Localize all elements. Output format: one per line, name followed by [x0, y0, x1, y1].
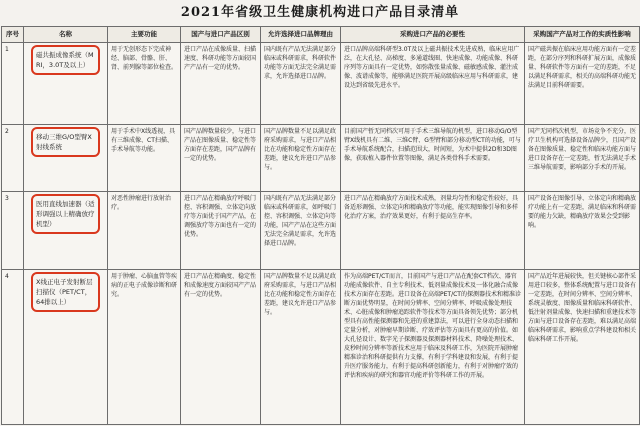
row-function: 用于手术中X线透视，具有三维成像、CT扫描、手术导航等功能。: [108, 125, 181, 192]
table-row: [2, 43, 640, 125]
table-row: [2, 270, 640, 425]
row-impact: 国产无同档次机型，市场竞争不充分，医疗卫生机构可选择设备品牌少，且国产设备在图像质量、稳定性和临床功能方面与进口设备存在一定差距，暂无法满足手术三维导航需要，影响部分手术的开展。: [525, 125, 640, 192]
row-reason: 国内既有产品无法满足部分临床或科研需求，如呼吸门控、容积调强、立体定向等功能，国产产品在这些方面无法完全满足需求，允许选择进口品牌。: [261, 192, 341, 270]
row-function: 用于肿瘤、心脑血管等疾病的正电子成像诊断和研究。: [108, 270, 181, 425]
highlighted-product-name: X线正电子发射断层扫描仪（PET/CT，64排以上）: [31, 272, 100, 312]
row-reason: 国产品牌数量不足以满足政府采购需求，与进口产品相比在功能和稳定性方面存在差距，建议允许进口产品参与。: [261, 270, 341, 425]
table-row: [2, 125, 640, 192]
row-name-cell: [24, 125, 108, 192]
document-title: 2021年省级卫生健康机构进口产品目录清单: [180, 5, 460, 20]
row-name-cell: [24, 43, 108, 125]
highlighted-product-name: 磁共振成像系统（MRI，3.0T及以上）: [31, 45, 100, 75]
table-row: [2, 192, 640, 270]
row-necessity: 作为高端PET/CT而言，目前国产与进口产品在配套CT档次、器官功能成像软件、自主专利技术、低剂量成像技术及一体化融合成像技术方面存在差距。进口设备在高端PET/CT的探测器技术和精准诊断方面优势明显，在时间分辨率、空间分辨率、呼吸成像处理技术、心脏成像和肿瘤追踪软件等技术等方面具备领先优势；部分机型具有高性能探测器和先进的重建算法，可以进行全身动态扫描和定量分析，对肿瘤早期诊断、疗效评估等方面具有更高的价值。如大孔径设计、数字光子探测器及探测器材料技术、降噪处理技术、皮秒时间分辨率等新技术应用于临床及科研工作，为医院开展肿瘤精准诊治和科研提供有力支撑，有利于学科建设和发展，有利于提升医疗服务能力，有利于提高科研创新能力，有利于对肿瘤疗效的评估和疾病的研究和器官功能评价等科研工作的开展。: [341, 270, 525, 425]
row-impact: 国产设备在图像引导、立体定向和精确放疗功能上有一定差距，满足临床和科研需要的能力欠缺，精确放疗效果会受到影响。: [525, 192, 640, 270]
row-gap: 国产品牌数量较少，与进口产品在图像质量、稳定性等方面存在差距，国产品牌有一定的优势。: [181, 125, 261, 192]
header-seq: 序号: [2, 27, 24, 43]
row-seq: 2: [2, 125, 24, 192]
header-name: 名称: [24, 27, 108, 43]
header-impact: 采购国产产品对工作的实质性影响: [525, 27, 640, 43]
row-seq: 4: [2, 270, 24, 425]
table-header-row: [2, 27, 640, 43]
header-function: 主要功能: [108, 27, 181, 43]
row-seq: 3: [2, 192, 24, 270]
row-impact: 国产磁共振在临床应用功能方面有一定差距，在部分序列和科研扩展方面，成像质量、科研软件等方面有一定的差距，不足以满足科研需求，相关的高端科研功能无法满足目前科研需要。: [525, 43, 640, 125]
row-necessity: 进口产品在精确放疗方面技术成熟，剂量均匀性和稳定性较好，具备适形调强、立体定向和精确放疗等功能，能实现图像引导和多样化治疗方案，治疗效果更好，有利于提高生存率。: [341, 192, 525, 270]
row-necessity: 进口品牌高端科研型3.0T及以上磁共振技术先进成熟，临床应用广泛，在大孔径、高梯度、多通道线圈、快速成像、功能成像、科研序列等方面具有一定优势，如弥散张量成像、磁敏感成像、灌注成像、波谱成像等，能够满足医院开展高级临床应用与科研需求，建设达到省级先进水平。: [341, 43, 525, 125]
header-necessity: 采购进口产品的必要性: [341, 27, 525, 43]
header-gap: 国产与进口产品区别: [181, 27, 261, 43]
row-function: 用于无创形态下完成神经、脑部、骨骼、肝、肾、前列腺等部位检查。: [108, 43, 181, 125]
row-reason: 国内既有产品无法满足部分临床或科研需求，科研软件功能等方面无法完全满足需求，允许选择进口品牌。: [261, 43, 341, 125]
row-impact: 国产品近年进展较快，但关键核心部件采用进口较多，整体系统配置与进口设备有一定差距，在时间分辨率、空间分辨率、系统灵敏度、图像质量和临床科研软件、低注射剂量成像、快速扫描和重建技术等方面与进口设备存在差距，难以满足高端临床科研需求，影响重点学科建设和相关临床科研工作开展。: [525, 270, 640, 425]
highlighted-product-name: 医用直线加速器（适形调强以上精确放疗机型）: [31, 194, 100, 234]
row-gap: 进口产品在成像质量、扫描速度、科研功能等方面较国产产品有一定的优势。: [181, 43, 261, 125]
row-gap: 进口产品在精确放疗呼吸门控、容积调强、立体定向放疗等方面优于国产产品，在调强放疗等方面也有一定的优势。: [181, 192, 261, 270]
row-name-cell: [24, 270, 108, 425]
row-seq: 1: [2, 43, 24, 125]
row-function: 对恶性肿瘤进行放射治疗。: [108, 192, 181, 270]
row-gap: 进口产品在精确度、稳定性和成像速度方面较国产产品有一定的优势。: [181, 270, 261, 425]
row-reason: 国产品牌数量不足以满足政府采购需求，与进口产品相比在功能和稳定性方面存在差距，建议允许进口产品参与。: [261, 125, 341, 192]
catalog-table: [1, 26, 640, 425]
row-necessity: 目前国产暂无同档次可用于手术三维导航的机型，进口移动G/O型臂X线机具有二维、三维C臂、G型臂和部分移动型CT的功能，可与手术导航系统配合，扫描范围大，时间短，为术中提供2D和3D图像，获取植入器件位置等图像，满足各类骨科手术需要。: [341, 125, 525, 192]
highlighted-product-name: 移动三维G/O型臂X射线系统: [31, 127, 100, 157]
header-reason: 允许选择进口品牌理由: [261, 27, 341, 43]
row-name-cell: [24, 192, 108, 270]
